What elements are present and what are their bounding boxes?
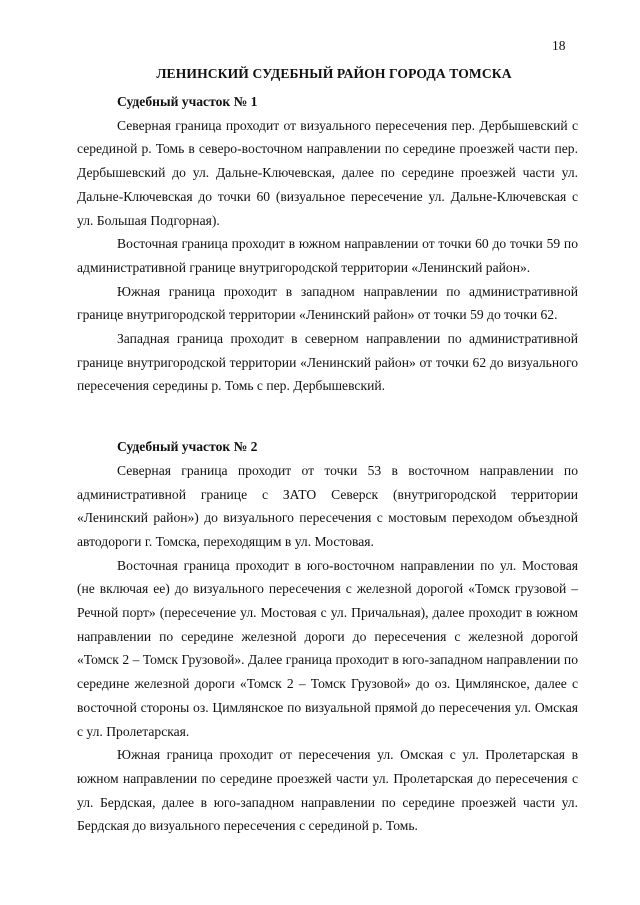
section-heading-2: Судебный участок № 2: [117, 439, 258, 455]
page-title: ЛЕНИНСКИЙ СУДЕБНЫЙ РАЙОН ГОРОДА ТОМСКА: [156, 66, 512, 81]
paragraph: Северная граница проходит от визуального пересечения пер. Дербышевский с серединой р. Томь в северо-восточном направлении по середине проезжей части пер. Дербышевский до ул. Дальне-Ключевская, далее по середине проезжей части ул. Дальне-Ключевская до точки 60 (визуальное пересечение ул. Дальне-Ключевская с ул. Большая Подгорная).: [77, 117, 578, 228]
paragraph: Южная граница проходит в западном направлении по административной границе внутригородской территории «Ленинский район» от точки 59 до точки 62.: [77, 283, 578, 323]
document-body: [77, 90, 578, 838]
section-heading-1: Судебный участок № 1: [117, 94, 258, 109]
paragraph: Южная граница проходит от пересечения ул. Омская с ул. Пролетарская в южном направлении по середине проезжей части ул. Пролетарская до пересечения с ул. Бердская, далее в юго-западном направлении по середине проезжей части ул. Бердская до визуального пересечения с серединой р. Томь.: [77, 747, 578, 834]
page-number: 18: [552, 38, 566, 53]
paragraph: Северная граница проходит от точки 53 в восточном направлении по административной границе с ЗАТО Северск (внутригородской территории «Ленинский район») до визуального пересечения с мостовым переходом объездной автодороги г. Томска, переходящим в ул. Мостовая.: [77, 462, 578, 549]
paragraph: Восточная граница проходит в юго-восточном направлении по ул. Мостовая (не включая ее) до визуального пересечения с железной дорогой «Томск грузовой – Речной порт» (пересечение ул. Мостовая с ул. Причальная), далее проходит в южном направлении по середине железной дороги до пересечения с железной дорогой «Томск 2 – Томск Грузовой». Далее граница проходит в юго-западном направлении по середине железной дороги «Томск 2 – Томск Грузовой» до оз. Цимлянское, далее с восточной стороны оз. Цимлянское по визуальной прямой до пересечения ул. Омская с ул. Пролетарская.: [77, 557, 578, 739]
paragraph: Западная граница проходит в северном направлении по административной границе внутригородской территории «Ленинский район» от точки 62 до визуального пересечения середины р. Томь с пер. Дербышевский.: [77, 331, 578, 394]
paragraph: Восточная граница проходит в южном направлении от точки 60 до точки 59 по административной границе внутригородской территории «Ленинский район».: [77, 236, 578, 275]
section-spacer: [77, 398, 578, 435]
